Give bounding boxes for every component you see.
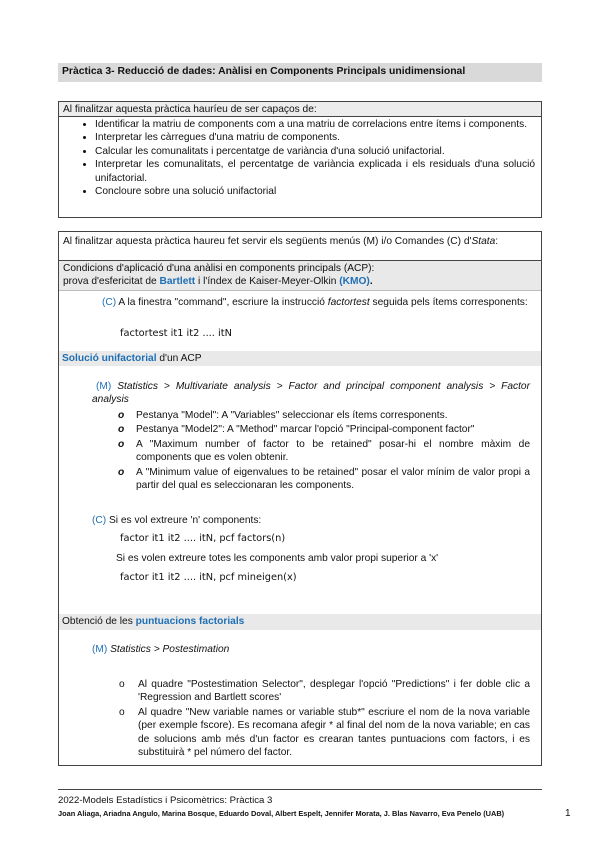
unifactorial-heading-rest: d'un ACP bbox=[156, 353, 202, 364]
step-bullet: o bbox=[118, 424, 125, 436]
step-text: Pestanya "Model2": A "Method" marcar l'opció "Principal-component factor" bbox=[136, 424, 475, 436]
footer-course: 2022-Models Estadístics i Psicomètrics: Pràctica 3 bbox=[58, 795, 273, 806]
scores-heading-pre: Obtenció de les bbox=[62, 616, 136, 627]
extract-n-instruction bbox=[92, 514, 530, 527]
objective-item: • Interpretar les càrregues d'una matriu de components. bbox=[95, 131, 535, 144]
step-text: A "Minimum value of eigenvalues to be retained" posar el valor mínim de valor propi a partir del qual es seleccionaran les components. bbox=[136, 466, 530, 492]
conditions-line1: Condicions d'aplicació d'una anàlisi en components principals (ACP): bbox=[63, 263, 375, 274]
scores-menu-path bbox=[92, 643, 530, 656]
factortest-code: factortest it1 it2 .... itN bbox=[120, 328, 232, 339]
objective-item: • Calcular les comunalitats i percentatge de variància d'una solució unifactorial. bbox=[95, 145, 535, 158]
menu-marker: (M) bbox=[92, 644, 108, 655]
step-bullet: o bbox=[118, 438, 125, 450]
extract-n-text: Si es vol extreure 'n' components: bbox=[106, 515, 262, 526]
unifactorial-heading bbox=[59, 351, 541, 366]
scores-menu-text: Statistics > Postestimation bbox=[107, 644, 230, 655]
step-bullet: o bbox=[118, 466, 125, 478]
page-title: Pràctica 3- Reducció de dades: Anàlisi en Components Principals unidimensional bbox=[58, 63, 542, 82]
conditions-line2-mid: i l'índex de Kaiser-Meyer-Olkin bbox=[195, 276, 340, 288]
conditions-line2-end: . bbox=[369, 276, 373, 288]
factortest-text-pre: A la finestra "command", escriure la instrucció bbox=[116, 297, 328, 308]
step-text: Al quadre "Postestimation Selector", desplegar l'opció "Predictions" i fer doble clic a 'Regression and Bartlett scores' bbox=[138, 679, 530, 704]
factortest-command-name: factortest bbox=[327, 297, 370, 308]
menus-intro-text: Al finalitzar aquesta pràctica haureu fet servir els següents menús (M) i/o Comandes (C) d' bbox=[63, 236, 472, 247]
step-item bbox=[116, 466, 530, 493]
bartlett-label: Bartlett bbox=[159, 276, 196, 288]
step-item bbox=[116, 423, 530, 436]
conditions-line2 bbox=[63, 275, 537, 288]
conditions-heading bbox=[59, 261, 541, 291]
stata-label: Stata bbox=[471, 236, 496, 247]
scores-heading-blue: puntuacions factorials bbox=[135, 616, 245, 627]
page-number: 1 bbox=[565, 808, 571, 819]
step-item bbox=[116, 409, 530, 422]
extract-x-note: Si es volen extreure totes les components amb valor propi superior a 'x' bbox=[116, 553, 439, 564]
unifactorial-menu-text: Statistics > Multivariate analysis > Factor and principal component analysis > Factor analysis bbox=[92, 381, 530, 406]
step-bullet: o bbox=[119, 679, 125, 690]
footer-authors: Joan Aliaga, Ariadna Angulo, Marina Bosque, Eduardo Doval, Albert Espelt, Jennifer Morata, J. Blas Navarro, Eva Penelo (UAB) bbox=[58, 809, 505, 818]
menus-intro-end: : bbox=[495, 236, 499, 247]
command-marker: (C) bbox=[102, 297, 117, 308]
conditions-line2-pre: prova d'esfericitat de bbox=[63, 276, 160, 288]
step-bullet: o bbox=[118, 410, 125, 421]
objective-item: • Identificar la matriu de components com a una matriu de correlacions entre ítems i components. bbox=[95, 118, 535, 131]
command-marker: (C) bbox=[92, 515, 107, 526]
unifactorial-menu-path bbox=[92, 380, 530, 407]
step-text: A "Maximum number of factor to be retained" posar-hi el nombre màxim de components que es volen obtenir. bbox=[136, 438, 530, 464]
factor-x-code: factor it1 it2 .... itN, pcf mineigen(x) bbox=[120, 572, 297, 583]
menu-marker: (M) bbox=[96, 381, 112, 392]
menus-intro bbox=[59, 232, 541, 261]
scores-heading bbox=[59, 614, 541, 630]
objectives-heading: Al finalitzar aquesta pràctica hauríeu de ser capaços de: bbox=[59, 102, 541, 117]
kmo-label: (KMO) bbox=[339, 276, 370, 288]
footer-divider bbox=[58, 789, 542, 790]
scores-steps bbox=[116, 678, 530, 761]
step-item bbox=[116, 438, 530, 465]
step-bullet: o bbox=[119, 706, 125, 718]
step-text: Al quadre "New variable names or variable stub*" escriure el nom de la nova variable (per exemple fscore). Es recomana afegir * al final del nom de la nova variable; en cas de solucions amb més d'un factor es crearan tantes puntuacions com factors, i es substituirà * pel número del factor. bbox=[138, 706, 530, 759]
objectives-list bbox=[59, 118, 541, 199]
step-item bbox=[116, 678, 530, 705]
unifactorial-heading-blue: Solució unifactorial bbox=[62, 353, 157, 364]
factor-n-code: factor it1 it2 .... itN, pcf factors(n) bbox=[120, 533, 286, 544]
step-text: Pestanya "Model": A "Variables" seleccionar els ítems corresponents. bbox=[136, 410, 448, 421]
objectives-box bbox=[58, 101, 542, 218]
objective-item: • Concloure sobre una solució unifactorial bbox=[95, 185, 535, 198]
unifactorial-steps bbox=[116, 409, 530, 494]
factortest-instruction bbox=[88, 296, 530, 309]
objective-item: • Interpretar les comunalitats, el percentatge de variància explicada i els residuals d'una solució unifactorial. bbox=[95, 158, 535, 185]
step-item bbox=[116, 706, 530, 760]
factortest-text-end: seguida pels ítems corresponents: bbox=[369, 297, 528, 308]
